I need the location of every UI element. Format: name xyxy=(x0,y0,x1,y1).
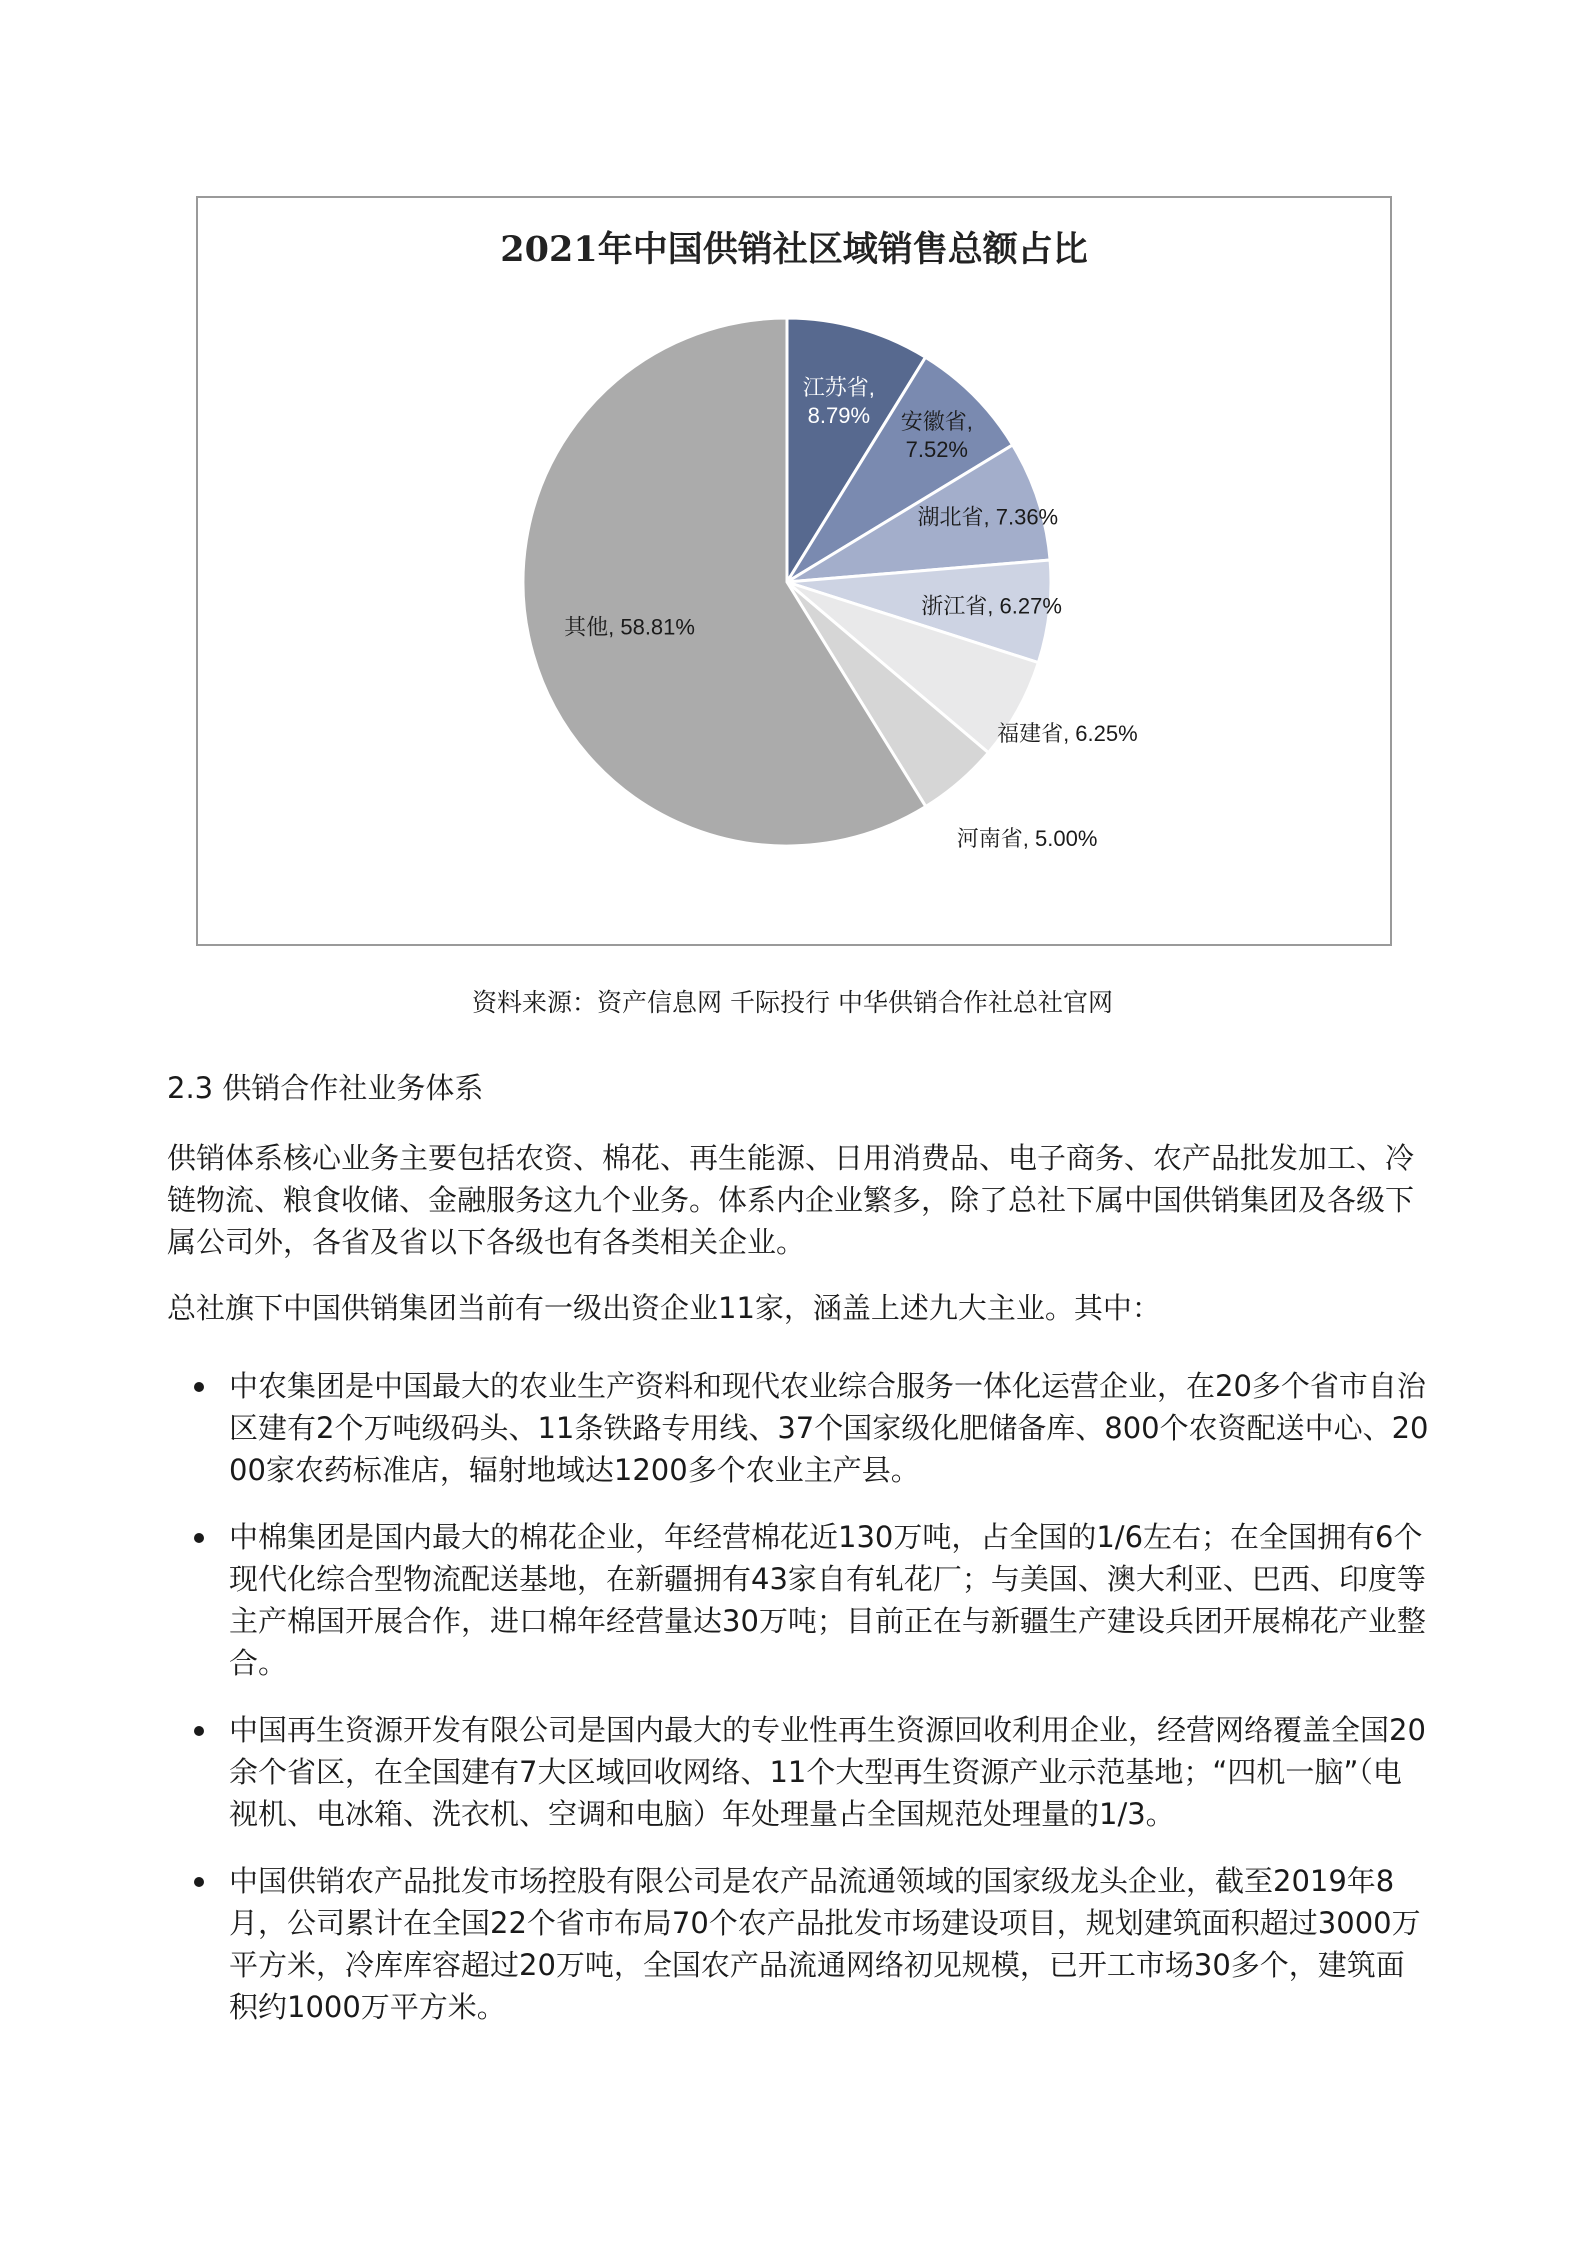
list-item xyxy=(167,1709,1429,1835)
list-item-text: 中棉集团是国内最大的棉花企业，年经营棉花近130万吨，占全国的1/6左右；在全国拥有6个现代化综合型物流配送基地，在新疆拥有43家自有轧花厂；与美国、澳大利亚、巴西、印度等主产棉国开展合作，进口棉年经营量达30万吨；目前正在与新疆生产建设兵团开展棉花产业整合。 xyxy=(229,1520,1426,1680)
list-item-text: 中国再生资源开发有限公司是国内最大的专业性再生资源回收利用企业，经营网络覆盖全国20余个省区，在全国建有7大区域回收网络、11个大型再生资源产业示范基地；“四机一脑”（电视机、电冰箱、洗衣机、空调和电脑）年处理量占全国规范处理量的1/3。 xyxy=(229,1713,1426,1831)
pie-label-5: 河南省, 5.00% xyxy=(956,826,1098,852)
bullet-dot xyxy=(194,1726,204,1736)
list-item xyxy=(167,1860,1429,2028)
bullet-dot xyxy=(194,1877,204,1887)
list-item-text: 中农集团是中国最大的农业生产资料和现代农业综合服务一体化运营企业，在20多个省市自治区建有2个万吨级码头、11条铁路专用线、37个国家级化肥储备库、800个农资配送中心、2000家农药标准店，辐射地域达1200多个农业主产县。 xyxy=(229,1369,1429,1487)
bullet-dot xyxy=(194,1533,204,1543)
section-heading: 2.3 供销合作社业务体系 xyxy=(167,1071,484,1105)
pie-label-0: 江苏省, 8.79% xyxy=(802,375,875,429)
paragraph-core-business: 供销体系核心业务主要包括农资、棉花、再生能源、日用消费品、电子商务、农产品批发加工、冷链物流、粮食收储、金融服务这九个业务。体系内企业繁多，除了总社下属中国供销集团及各级下属公司外，各省及省以下各级也有各类相关企业。 xyxy=(167,1141,1415,1259)
pie-label-1: 安徽省, 7.52% xyxy=(900,409,973,463)
chart-title: 2021年中国供销社区域销售总额占比 xyxy=(500,229,1088,270)
pie-label-2: 湖北省, 7.36% xyxy=(917,504,1059,530)
list-item xyxy=(167,1365,1429,1491)
bullet-list xyxy=(167,1365,1429,2028)
bullet-dot xyxy=(194,1382,204,1392)
list-item xyxy=(167,1516,1429,1684)
figure-caption: 资料来源：资产信息网 千际投行 中华供销合作社总社官网 xyxy=(472,988,1113,1017)
pie-chart xyxy=(198,198,1390,944)
pie-label-3: 浙江省, 6.27% xyxy=(921,593,1062,619)
list-item-text: 中国供销农产品批发市场控股有限公司是农产品流通领域的国家级龙头企业，截至2019年8月，公司累计在全国22个省市布局70个农产品批发市场建设项目，规划建筑面积超过3000万平方米，冷库库容超过20万吨，全国农产品流通网络初见规模，已开工市场30多个，建筑面积约1000万平方米。 xyxy=(229,1864,1421,2024)
paragraph-group-overview: 总社旗下中国供销集团当前有一级出资企业11家，涵盖上述九大主业。其中： xyxy=(167,1291,1161,1325)
pie-label-4: 福建省, 6.25% xyxy=(997,721,1138,747)
chart-frame xyxy=(196,196,1392,946)
pie-label-6: 其他, 58.81% xyxy=(564,614,695,640)
